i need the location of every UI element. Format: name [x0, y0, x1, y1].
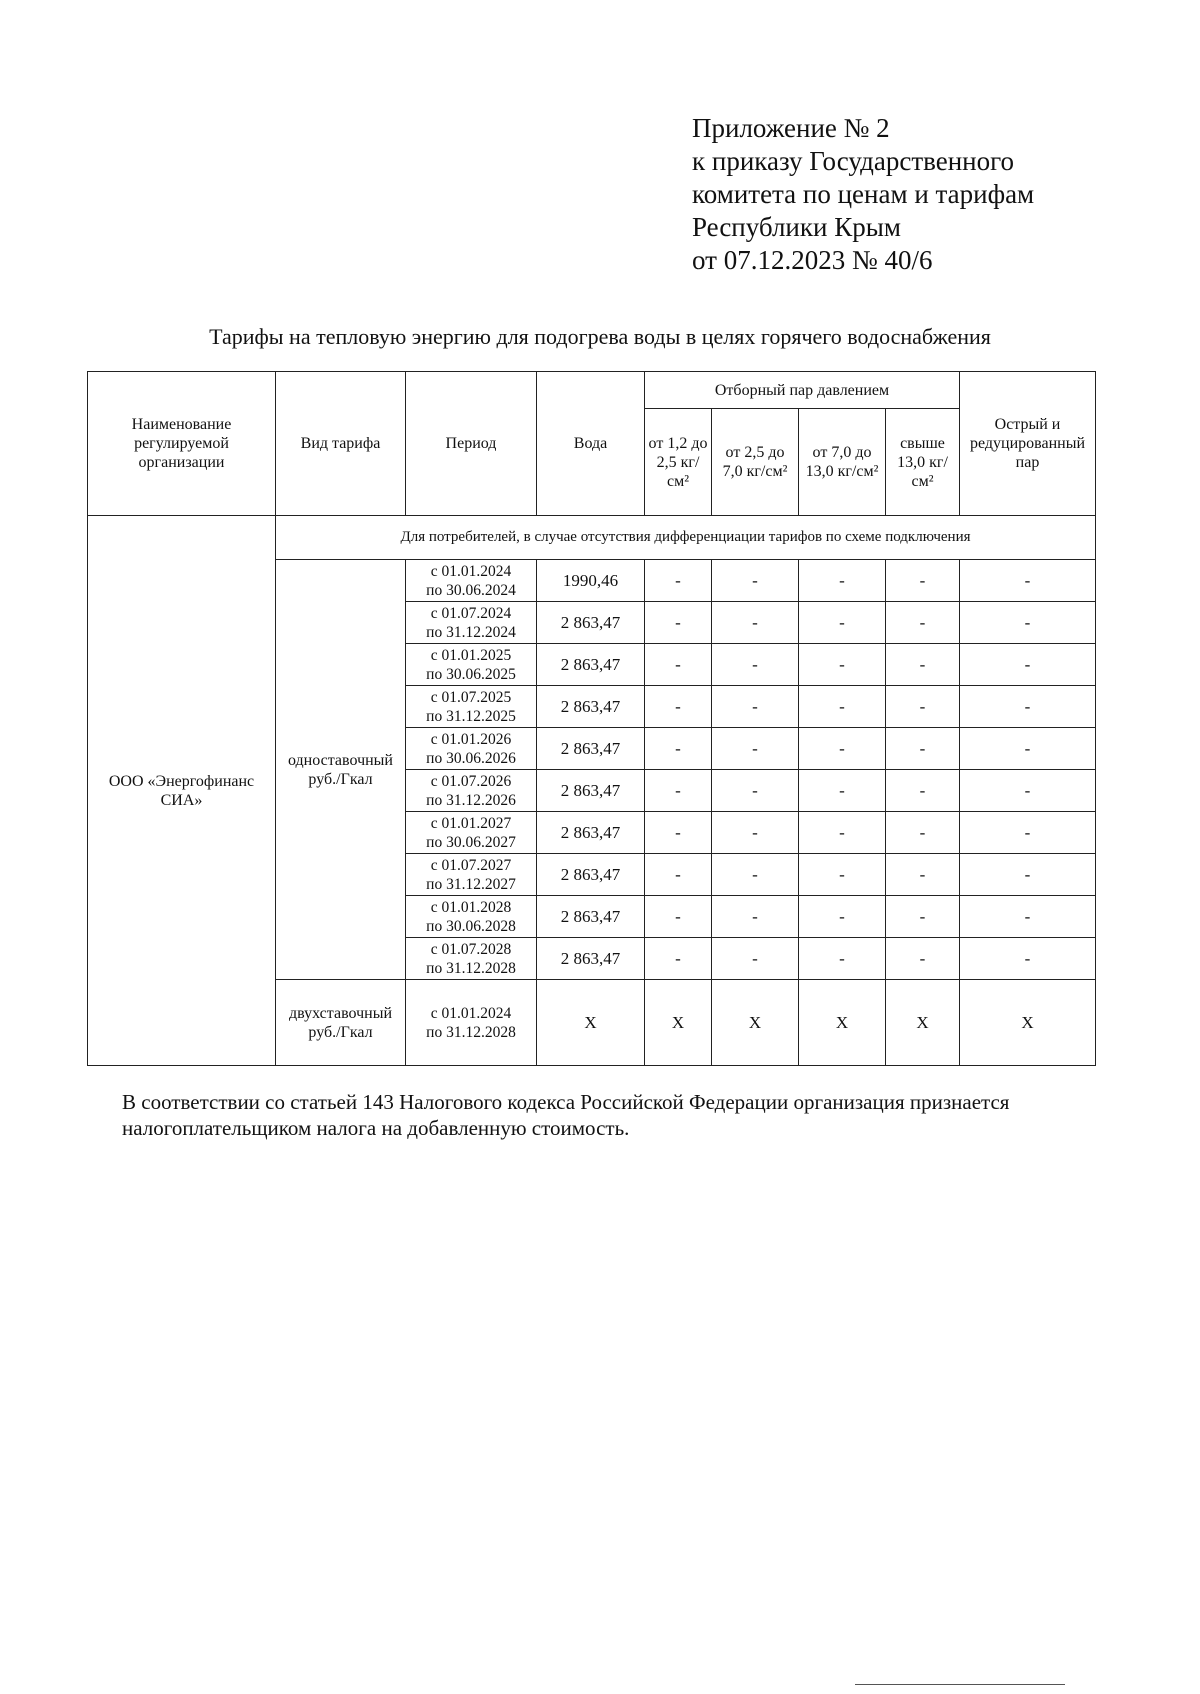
steam-tariff-cell: - [886, 812, 960, 854]
period-cell [406, 980, 537, 1066]
not-applicable-cell: X [645, 980, 712, 1066]
steam-tariff-cell: - [799, 602, 886, 644]
steam-tariff-cell: - [645, 896, 712, 938]
steam-tariff-cell: - [960, 896, 1096, 938]
water-tariff-cell: 1990,46 [537, 560, 645, 602]
annex-block [692, 112, 1152, 277]
steam-tariff-cell: - [799, 770, 886, 812]
steam-tariff-cell: - [799, 938, 886, 980]
steam-tariff-cell: - [886, 728, 960, 770]
header-steam-3: от 7,0 до 13,0 кг/см² [799, 409, 886, 516]
steam-tariff-cell: - [645, 854, 712, 896]
period-to: по 30.06.2026 [426, 749, 516, 767]
period-to: по 30.06.2027 [426, 833, 516, 851]
tariff-table [87, 371, 1096, 1066]
period-to: по 31.12.2025 [426, 707, 516, 725]
header-water: Вода [537, 372, 645, 516]
steam-tariff-cell: - [645, 938, 712, 980]
not-applicable-cell: X [712, 980, 799, 1066]
period-from: с 01.07.2027 [430, 856, 512, 874]
steam-tariff-cell: - [960, 644, 1096, 686]
tax-note: В соответствии со статьей 143 Налогового кодекса Российской Федерации организация признается налогоплательщиком налога на добавленную стоимость. [122, 1090, 1010, 1140]
steam-tariff-cell: - [645, 644, 712, 686]
annex-date: от 07.12.2023 № 40/6 [692, 245, 933, 275]
period-to: по 30.06.2024 [426, 581, 516, 599]
period-to: по 31.12.2028 [426, 1023, 516, 1041]
annex-republic: Республики Крым [692, 212, 901, 242]
header-sharp-steam: Острый и редуцированный пар [960, 372, 1096, 516]
steam-tariff-cell: - [886, 854, 960, 896]
footer-line [855, 1684, 1065, 1685]
steam-tariff-cell: - [712, 728, 799, 770]
org-name-cell: ООО «Энергофинанс СИА» [88, 516, 276, 1066]
water-tariff-cell: 2 863,47 [537, 938, 645, 980]
steam-tariff-cell: - [960, 812, 1096, 854]
subheader-row: Для потребителей, в случае отсутствия дифференциации тарифов по схеме подключения [276, 516, 1096, 560]
not-applicable-cell: X [537, 980, 645, 1066]
period-cell [406, 854, 537, 896]
water-tariff-cell: 2 863,47 [537, 896, 645, 938]
steam-tariff-cell: - [960, 602, 1096, 644]
header-steam-2: от 2,5 до 7,0 кг/см² [712, 409, 799, 516]
annex-order-ref: к приказу Государственного [692, 146, 1015, 176]
steam-tariff-cell: - [799, 728, 886, 770]
header-steam-4: свыше 13,0 кг/см² [886, 409, 960, 516]
period-from: с 01.01.2024 [430, 562, 512, 580]
period-cell [406, 644, 537, 686]
period-to: по 31.12.2027 [426, 875, 516, 893]
steam-tariff-cell: - [645, 560, 712, 602]
steam-tariff-cell: - [645, 602, 712, 644]
steam-tariff-cell: - [799, 812, 886, 854]
steam-tariff-cell: - [960, 938, 1096, 980]
steam-tariff-cell: - [712, 896, 799, 938]
period-to: по 30.06.2028 [426, 917, 516, 935]
document-title: Тарифы на тепловую энергию для подогрева воды в целях горячего водоснабжения [209, 324, 991, 349]
tariff-type-single: одноставочный руб./Гкал [276, 560, 406, 980]
period-cell [406, 602, 537, 644]
steam-tariff-cell: - [960, 728, 1096, 770]
steam-tariff-cell: - [886, 686, 960, 728]
steam-tariff-cell: - [886, 896, 960, 938]
water-tariff-cell: 2 863,47 [537, 770, 645, 812]
header-steam-1: от 1,2 до 2,5 кг/см² [645, 409, 712, 516]
steam-tariff-cell: - [960, 560, 1096, 602]
period-from: с 01.07.2026 [430, 772, 512, 790]
not-applicable-cell: X [960, 980, 1096, 1066]
steam-tariff-cell: - [712, 854, 799, 896]
steam-tariff-cell: - [886, 770, 960, 812]
water-tariff-cell: 2 863,47 [537, 602, 645, 644]
header-org: Наименование регулируемой организации [88, 372, 276, 516]
steam-tariff-cell: - [712, 938, 799, 980]
period-from: с 01.01.2027 [430, 814, 512, 832]
water-tariff-cell: 2 863,47 [537, 644, 645, 686]
steam-tariff-cell: - [645, 770, 712, 812]
header-tariff-type: Вид тарифа [276, 372, 406, 516]
steam-tariff-cell: - [712, 644, 799, 686]
header-period: Период [406, 372, 537, 516]
steam-tariff-cell: - [886, 560, 960, 602]
annex-committee: комитета по ценам и тарифам [692, 179, 1035, 209]
steam-tariff-cell: - [886, 602, 960, 644]
tariff-type-two-rate: двухставочный руб./Гкал [276, 980, 406, 1066]
steam-tariff-cell: - [799, 854, 886, 896]
steam-tariff-cell: - [799, 560, 886, 602]
water-tariff-cell: 2 863,47 [537, 812, 645, 854]
annex-number: Приложение № 2 [692, 113, 890, 143]
period-cell [406, 812, 537, 854]
period-cell [406, 686, 537, 728]
period-from: с 01.07.2025 [430, 688, 512, 706]
period-to: по 30.06.2025 [426, 665, 516, 683]
steam-tariff-cell: - [886, 644, 960, 686]
period-from: с 01.01.2028 [430, 898, 512, 916]
not-applicable-cell: X [886, 980, 960, 1066]
period-to: по 31.12.2028 [426, 959, 516, 977]
steam-tariff-cell: - [712, 560, 799, 602]
steam-tariff-cell: - [886, 938, 960, 980]
steam-tariff-cell: - [799, 896, 886, 938]
steam-tariff-cell: - [799, 686, 886, 728]
steam-tariff-cell: - [712, 686, 799, 728]
steam-tariff-cell: - [960, 770, 1096, 812]
not-applicable-cell: X [799, 980, 886, 1066]
steam-tariff-cell: - [645, 812, 712, 854]
period-cell [406, 770, 537, 812]
period-to: по 31.12.2026 [426, 791, 516, 809]
period-cell [406, 938, 537, 980]
steam-tariff-cell: - [712, 770, 799, 812]
period-cell [406, 896, 537, 938]
steam-tariff-cell: - [712, 602, 799, 644]
water-tariff-cell: 2 863,47 [537, 728, 645, 770]
period-from: с 01.01.2025 [430, 646, 512, 664]
period-to: по 31.12.2024 [426, 623, 516, 641]
period-cell [406, 728, 537, 770]
period-cell [406, 560, 537, 602]
period-from: с 01.07.2024 [430, 604, 512, 622]
steam-tariff-cell: - [960, 686, 1096, 728]
water-tariff-cell: 2 863,47 [537, 686, 645, 728]
header-steam-group: Отборный пар давлением [645, 372, 960, 409]
water-tariff-cell: 2 863,47 [537, 854, 645, 896]
period-from: с 01.07.2028 [430, 940, 512, 958]
steam-tariff-cell: - [960, 854, 1096, 896]
period-from: с 01.01.2024 [430, 1004, 512, 1022]
steam-tariff-cell: - [712, 812, 799, 854]
period-from: с 01.01.2026 [430, 730, 512, 748]
steam-tariff-cell: - [645, 728, 712, 770]
steam-tariff-cell: - [645, 686, 712, 728]
steam-tariff-cell: - [799, 644, 886, 686]
